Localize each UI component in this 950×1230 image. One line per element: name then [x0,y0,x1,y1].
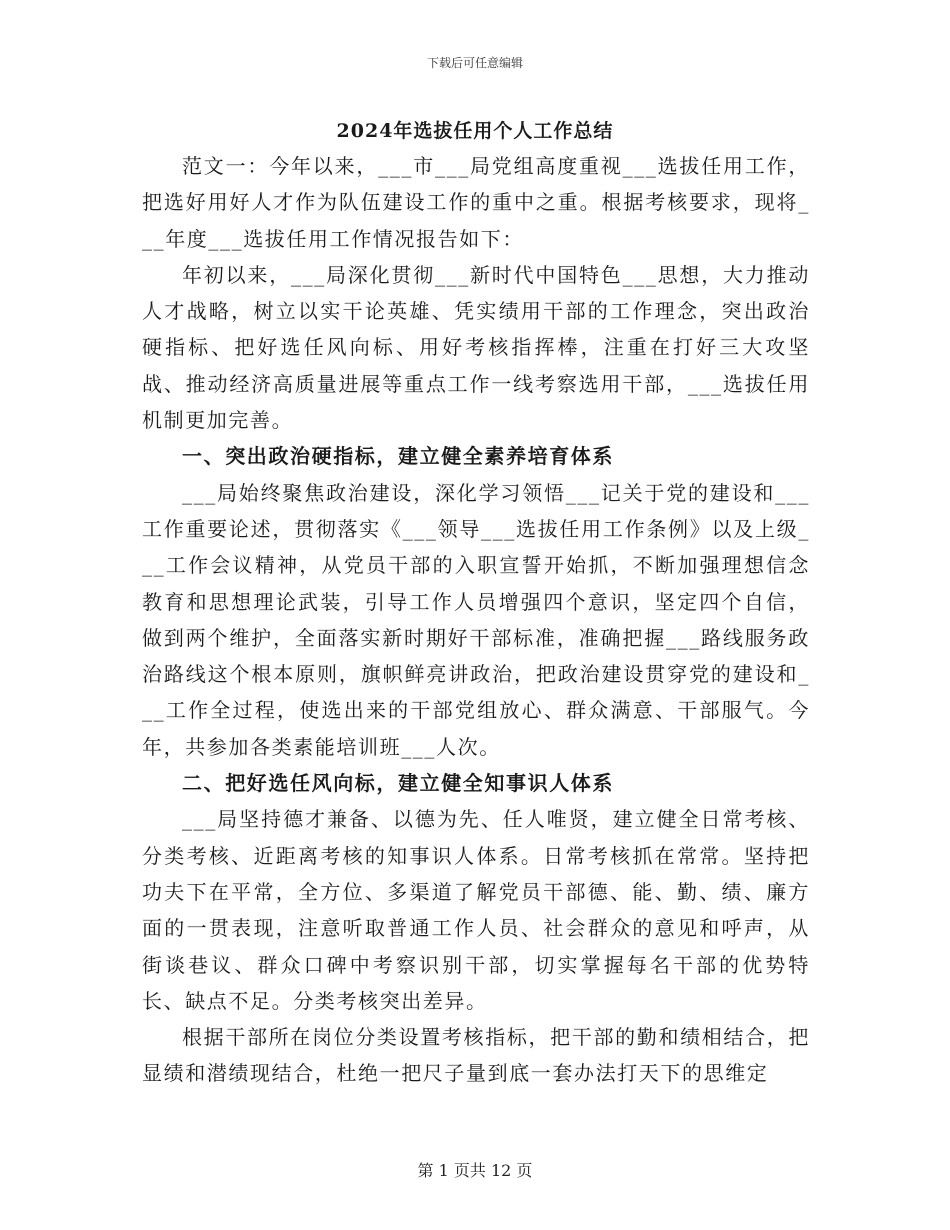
header-note: 下载后可任意编辑 [426,56,523,70]
document-title: 2024年选拔任用个人工作总结 [336,120,614,142]
paragraph-section-2: ___局坚持德才兼备、以德为先、任人唯贤，建立健全日常考核、分类考核、近距离考核的知事识人体系。日常考核抓在常常。坚持把功夫下在平常，全方位、多渠道了解党员干部德、能、勤、绩、廉方面的一贯表现，注意听取普通工作人员、社会群众的意见和呼声，从街谈巷议、群众口碑中考察识别干部，切实掌握每名干部的优势特长、缺点不足。分类考核突出差异。 [142,807,810,1013]
section-heading-2: 二、把好选任风向标，建立健全知事识人体系 [182,771,614,796]
paragraph-intro: 范文一：今年以来，___市___局党组高度重视___选拔任用工作，把选好用好人才作为队伍建设工作的重中之重。根据考核要求，现将___年度___选拔任用工作情况报告如下： [142,154,810,251]
paragraph-section-1: ___局始终聚焦政治建设，深化学习领悟___记关于党的建设和___工作重要论述，贯彻落实《___领导___选拔任用工作条例》以及上级___工作会议精神，从党员干部的入职宣誓开始抓，不断加强理想信念教育和思想理论武装，引导工作人员增强四个意识，坚定四个自信，做到两个维护，全面落实新时期好干部标准，准确把握___路线服务政治路线这个根本原则，旗帜鲜亮讲政治，把政治建设贯穿党的建设和___工作全过程，使选出来的干部党组放心、群众满意、干部服气。今年，共参加各类素能培训班___人次。 [142,480,810,759]
section-heading-1: 一、突出政治硬指标，建立健全素养培育体系 [182,444,614,469]
document-body [142,148,810,1092]
paragraph-section-2-cont: 根据干部所在岗位分类设置考核指标，把干部的勤和绩相结合，把显绩和潜绩现结合，杜绝一把尺子量到底一套办法打天下的思维定 [142,1025,810,1086]
page-number: 第 1 页共 12 页 [417,1161,533,1180]
paragraph-overview: 年初以来，___局深化贯彻___新时代中国特色___思想，大力推动人才战略，树立以实干论英雄、凭实绩用干部的工作理念，突出政治硬指标、把好选任风向标、用好考核指挥棒，注重在打好三大攻坚战、推动经济高质量进展等重点工作一线考察选用干部，___选拔任用机制更加完善。 [142,262,810,433]
